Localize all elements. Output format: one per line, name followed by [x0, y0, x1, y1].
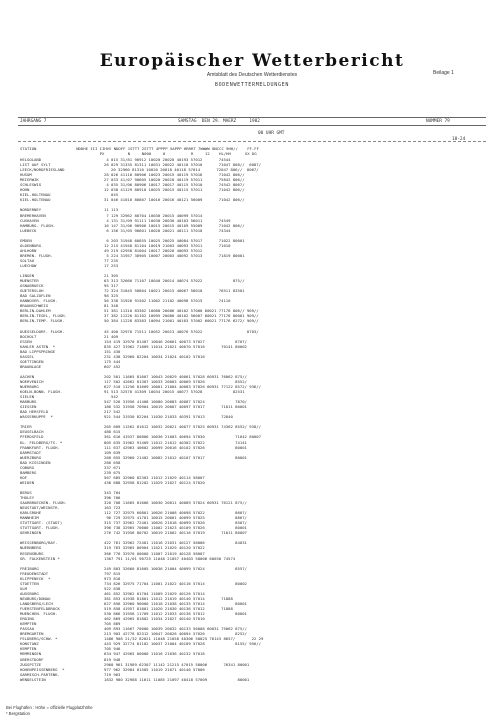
station-name: FUERSTENFELDBRUCK: [20, 606, 60, 611]
station-name: BERUS: [20, 489, 32, 495]
station-values: 396 738 32965 70000 11002 21023 40109 57026 80001: [104, 525, 247, 531]
station-name: KOELN-BONN. FLUGH.: [20, 389, 63, 395]
station-name: NUERBURG: [20, 384, 39, 389]
station-name: SOLTAU: [20, 257, 35, 263]
station-values: 4 015 31/81 90912 10020 20020 40193 57012 74544: [104, 157, 231, 162]
station-name: ERDING: [20, 616, 35, 622]
station-values: 443 929 32774 81102 10037 21004 40109 57028 8155/ 956//: [104, 641, 261, 647]
station-values: 977 962 32984 81505 11019 21071 40146 57006: [104, 666, 205, 672]
section-title: BODENWETTERMELDUNGEN: [214, 82, 290, 88]
station-values: 361 616 41937 80806 10036 21003 40094 57030 71042 80007: [104, 434, 261, 440]
station-name: KEMPTEN: [20, 621, 37, 627]
report-date: SAMSTAG DEN 29. MAERZ 1982: [178, 119, 260, 124]
station-values: 12 215 41948 81104 10019 21003 40093 57011 71010: [104, 242, 231, 248]
station-name: LINGEN: [20, 273, 35, 278]
station-values: 20 32960 81310 10020 20018 40118 57014 72047 806// 8067/: [104, 167, 259, 173]
station-values: 547 526 31956 41408 10080 20083 40087 57024 7870/: [104, 399, 247, 405]
station-values: 163 723: [104, 505, 121, 511]
station-name: DEUSELBACH: [20, 429, 44, 435]
station-name: NORDERNEY: [20, 207, 42, 213]
station-values: 7 129 32962 80704 10030 20015 40099 57014: [104, 212, 203, 218]
column-range-label: 18-24: [452, 137, 466, 142]
station-values: 480 615: [104, 429, 121, 435]
station-values: 175 444: [104, 358, 121, 364]
station-name: ESSEN: [20, 338, 32, 344]
station-values: 28 026 41118 80906 10023 20015 40119 57016 71042 806//: [104, 172, 245, 178]
station-values: 805 635 31962 91409 11012 21012 40302 57022 74141: [104, 439, 247, 445]
station-values: 719 963: [104, 671, 121, 677]
station-name: STOETTEN: [20, 580, 39, 586]
station-values: 249 803 32660 81605 10036 21004 40099 57024 8557/: [104, 565, 247, 571]
station-values: 1486 908 21/32 82021 11048 21058 40306 58025 76143 8657/ 22 29: [104, 636, 264, 642]
station-values: 519 858 41957 81801 11020 21030 40136 57012 71888: [104, 606, 233, 611]
footnote-mountain: * Bergstation: [6, 711, 30, 716]
station-name: WASSERKUPPE *: [20, 414, 53, 420]
station-values: 49 219 42958 81004 10017 20020 40093 57012: [104, 247, 203, 253]
station-name: HANNOVER. FLUGH.: [20, 298, 58, 304]
station-name: BERLIN-DAHLEM: [20, 308, 51, 314]
station-values: 45 400 32970 71511 10052 20013 40076 57022 8703/: [104, 328, 259, 334]
station-values: 77 235: [104, 257, 119, 263]
station-name: GUETERSLOH: [20, 288, 44, 294]
station-values: 567 685 32960 82303 11012 21029 40114 58007: [104, 474, 205, 480]
station-values: 607 452: [104, 363, 121, 369]
station-name: KAHLER ASTEN *: [20, 343, 56, 349]
station-values: 461 852 32962 01704 11009 21029 40126 57014: [104, 590, 205, 596]
station-name: COBURG: [20, 464, 35, 470]
station-name: DUESSELDORF. FLUGH.: [20, 328, 65, 334]
station-name: DARMSTADT: [20, 449, 42, 455]
station-name: HOF: [20, 474, 28, 480]
station-values: 91 513 32570 41309 10034 20015 40077 57028 82531: [104, 389, 245, 395]
station-values: 2960 961 31989 62307 11142 21215 47015 58006 76341 80001: [104, 661, 250, 667]
station-name: GIESSEN: [20, 404, 37, 410]
station-name: BAD HERSFELD: [20, 409, 49, 415]
station-name: OSNABRUECK: [20, 283, 44, 289]
station-name: AHLHORN: [20, 247, 37, 253]
station-name: HUSUM: [20, 172, 32, 178]
station-name: EMDEN: [20, 237, 32, 243]
station-name: LEECK/NORDFRIESLAND: [20, 167, 65, 173]
station-values: 186 532 31958 70904 10019 20007 40097 57017 71011 80001: [104, 404, 247, 410]
rule-top: [18, 117, 486, 118]
page-subtitle: Amtsblatt des Deutschen Wetterdienstes: [206, 72, 298, 78]
station-values: 045: [104, 192, 119, 198]
footnote-airport: Bei Flughäfen : Höhe = offizielle Flugplatzhöhe: [6, 705, 93, 710]
station-values: 217 542: [104, 409, 121, 415]
station-values: 319 763 32965 80904 11021 21029 40120 57022: [104, 545, 205, 551]
station-name: GR. FALKENSTEIN *: [20, 555, 60, 561]
station-name: OLDENBURG: [20, 242, 42, 248]
station-values: 422 761 32962 72401 11016 21031 40127 58006 84031: [104, 540, 247, 546]
station-name: ULM: [20, 585, 28, 591]
station-values: 6 203 31948 60855 10025 20025 40084 57017 71022 80001: [104, 237, 245, 243]
station-values: 4 035 31/06 80906 10017 20017 40115 57010 74542 8067/: [104, 182, 245, 188]
issue-number: NUMMER 79: [426, 119, 450, 124]
station-values: 27 033 41/07 90605 10020 20018 40119 57011 75842 806//: [104, 177, 245, 183]
station-values: 12 038 41129 80910 10025 20015 40115 57011 71042 806//: [104, 187, 245, 193]
station-values: 117 502 42662 81307 10033 20003 40069 57026 8552/: [104, 378, 247, 384]
station-name: LIST AUF SYLT: [20, 162, 51, 168]
station-name: FREUDENSTADT: [20, 570, 49, 576]
station-values: 462 869 42965 81802 11034 21027 40140 57010: [104, 616, 205, 622]
station-name: BRAUNSCHWEIG: [20, 303, 49, 309]
station-name: KIEL-HOLTENAU: [20, 192, 51, 198]
station-name: MUENCHEN. FLUGH.: [20, 611, 58, 617]
station-name: KASSEL: [20, 353, 35, 359]
station-values: 11 113: [104, 207, 119, 213]
station-name: BERLIN-TEGEL, FLUGH.: [20, 313, 67, 319]
station-values: 202 501 11665 81607 10043 20029 40061 57028 60931 76062 875//: [104, 373, 247, 379]
station-values: 63 313 32660 71107 10040 20014 40074 57022 875//: [104, 278, 245, 284]
station-name: KL. FELDBERG/TS. *: [20, 439, 63, 445]
station-name: BRAUNLAGE: [20, 363, 42, 369]
station-values: 37 382 11220 81102 10095 20080 40102 56007 60021 77176 80001 909//: [104, 313, 259, 319]
station-values: 705 946: [104, 646, 121, 652]
station-values: 819 948: [104, 656, 121, 662]
station-name: WEIDEN: [20, 479, 35, 485]
station-name: BOCHOLT: [20, 333, 37, 339]
station-name: HELGOLAND: [20, 157, 42, 162]
station-values: 835 427 31962 71809 11014 21021 40070 57016 70141 80002: [104, 343, 247, 349]
station-name: THOLEY: [20, 495, 35, 500]
station-name: GARMISCH-PARTENK.: [20, 671, 60, 677]
station-values: 17 253: [104, 262, 119, 268]
station-name: MARBURG: [20, 399, 37, 405]
station-values: 5 224 31957 30905 10007 20003 40092 57013 71819 80001: [104, 252, 245, 258]
station-values: 112 727 32975 60801 10026 21008 40098 57022 8607/: [104, 510, 247, 516]
station-values: 81 348: [104, 303, 119, 309]
station-values: 72 324 31845 50804 10021 20015 40067 58010 76511 83501: [104, 288, 245, 294]
station-name: KLIPPENECK *: [20, 575, 51, 581]
station-name: WUERZBURG: [20, 454, 42, 460]
station-name: HOHN: [20, 187, 30, 193]
station-name: FRANKFURT. FLUGH.: [20, 444, 60, 450]
station-values: 627 510 11256 81609 10001 21004 40083 57026 60931 77122 8572/ 936//: [104, 384, 261, 389]
station-values: 542: [104, 394, 119, 400]
station-name: BREMEN. FLUGH.: [20, 252, 53, 258]
station-values: 265 609 11562 81612 10032 20021 40077 57025 60931 74362 8552/ 938//: [104, 424, 261, 430]
station-values: 213 903 42778 82312 10047 20026 40094 57026 8252/: [104, 631, 247, 637]
station-values: 1832 980 32988 11611 11085 21097 40418 57009 80001: [104, 676, 250, 682]
station-name: FREIBURG: [20, 565, 39, 571]
station-name: HAMBURG. FLUGH.: [20, 222, 56, 228]
station-values: 381 853 41938 81801 11012 21019 40140 57014 71888: [104, 595, 233, 601]
station-values: 109 639: [104, 449, 121, 455]
station-name: PASSAU: [20, 626, 35, 632]
station-values: 438 688 32958 81202 11029 21027 40124 57020: [104, 479, 205, 485]
station-values: 276 742 31956 80702 10019 21002 40116 57019 71011 80007: [104, 530, 247, 536]
station-name: KIEL-HOLTENAU: [20, 197, 51, 203]
station-name: PFERDSFELD: [20, 434, 44, 440]
station-name: LUEBECK: [20, 227, 37, 233]
station-values: 31 046 41010 80807 10016 20016 40121 56009 71042 806//: [104, 197, 245, 203]
station-name: BERLIN-TEMP. FLUGH.: [20, 318, 65, 324]
station-values: 154 419 32970 81407 10046 20001 40073 57027 8707/: [104, 338, 247, 344]
station-values: 98 325: [104, 293, 119, 299]
station-values: 280 658: [104, 459, 121, 465]
station-values: 396 706: [104, 495, 121, 500]
station-name: BAD SALZUFLEN: [20, 293, 51, 299]
station-name: NUERNBERG: [20, 545, 42, 551]
station-values: 366 776 32970 00000 11007 21019 40128 58007: [104, 550, 205, 556]
station-values: 797 815: [104, 570, 121, 576]
page-title: Europäischer Wetterbericht: [99, 51, 405, 71]
station-name: NEUSTADT/WEINSTR.: [20, 505, 60, 511]
station-name: REGENSBURG: [20, 550, 44, 556]
column-subheaders: PX N N000 0 R 12 HL/HH XX DG: [20, 151, 257, 156]
station-values: 409 893 11667 70000 10039 20032 40133 56008 60031 75062 875//: [104, 626, 247, 632]
station-values: 51 381 11310 83302 10088 20086 40102 57000 60021 77176 806// 909//: [104, 308, 259, 314]
station-name: STUTTGART. FLUGH.: [20, 525, 60, 531]
station-values: 56 338 31926 91502 11002 21102 40098 57015 74110: [104, 298, 231, 304]
station-name: CUXHAVEN: [20, 217, 39, 223]
station-name: ZUGSPITZE: [20, 661, 42, 667]
station-name: BAMBERG: [20, 469, 37, 475]
station-name: KEMPTEN: [20, 646, 37, 652]
station-values: 239 675: [104, 469, 121, 475]
station-name: GOETTINGEN: [20, 358, 44, 364]
station-name: STUTTGART. (STADT): [20, 520, 63, 526]
station-values: 973 818: [104, 575, 121, 581]
station-values: 320 708 11665 81606 10030 20011 40089 57024 60931 76121 875//: [104, 500, 247, 506]
station-values: 343 704: [104, 489, 121, 495]
station-name: WENDELSTEIN: [20, 676, 46, 682]
station-values: 705 869: [104, 621, 121, 627]
station-name: MEMMINGEN: [20, 651, 42, 657]
station-values: 50 384 11228 83303 10094 21001 40103 57002 60021 77176 6272/ 909//: [104, 318, 259, 324]
station-name: NOERVENICH: [20, 378, 44, 384]
station-values: 530 866 31958 11709 11012 21033 40136 57012 80001: [104, 611, 247, 617]
station-values: 1307 791 11/01 90725 11048 21057 40403 58006 60030 74574: [104, 555, 236, 561]
station-name: BREMERHAVEN: [20, 212, 46, 218]
station-values: 111 637 42963 40602 10099 20016 40102 57026 80001: [104, 444, 247, 450]
column-headers: STATION NDDHE III IIHVV NDDFF 1STTT 2STTT 4PPPP 5APPP 6RRRT 7WWWW 8NCCC 9HH// FF-FF: [20, 146, 259, 151]
station-values: 4 131 31/09 91111 10030 20030 40103 56011 74549: [104, 217, 231, 223]
station-name: MEIERWIK: [20, 177, 39, 183]
station-name: LANDSBERG/LECH: [20, 600, 53, 606]
station-name: FELDBERG/SCHW. *: [20, 636, 58, 642]
station-values: 95 317: [104, 283, 119, 289]
station-values: 921 544 31930 82204 11030 21033 40391 57013 72840: [104, 414, 233, 420]
station-name: HOHENPEISSENBERG *: [20, 666, 65, 672]
station-name: SCHLESWIG: [20, 182, 42, 188]
station-values: 21 409: [104, 333, 119, 339]
station-name: BAD LIPPSPRINGE: [20, 348, 56, 354]
station-name: LUECHOW: [20, 262, 37, 268]
station-values: 522 838: [104, 585, 121, 591]
station-name: SIELEN: [20, 394, 35, 400]
station-values: 268 655 32960 21402 10082 21012 40107 57017 80001: [104, 454, 247, 460]
station-name: TRIER: [20, 424, 32, 430]
station-name: MANNHEIM: [20, 515, 39, 521]
station-values: 26 029 31335 81311 10031 20022 40118 57010 71047 808// 6087/: [104, 162, 261, 168]
station-values: 634 947 42965 00000 11016 21036 40132 57016: [104, 651, 205, 657]
observation-time: 00 UHR GMT: [258, 131, 285, 136]
station-name: AACHEN: [20, 373, 35, 379]
station-values: 734 826 32975 71704 11001 21022 40116 57014 80002: [104, 580, 247, 586]
station-values: 21 305: [104, 273, 119, 278]
station-values: 16 147 31/06 90906 10015 20015 40109 55009 71042 806//: [104, 222, 245, 228]
station-name: BREMGARTEN: [20, 631, 44, 637]
rule-meta: [18, 125, 486, 126]
station-values: 315 737 32962 72401 10026 21018 40099 57026 8507/: [104, 520, 247, 526]
station-values: 231 438 32960 82204 10034 21024 40102 57016: [104, 353, 205, 359]
station-name: OBERSTDORF: [20, 656, 44, 662]
station-values: 96 729 32975 41701 10015 20001 40099 57025 8667/: [104, 515, 247, 521]
station-values: 337 671: [104, 464, 121, 470]
station-name: MUENSTER: [20, 278, 39, 284]
rule-columns: [18, 141, 486, 142]
station-name: AUGSBURG: [20, 590, 39, 596]
station-name: NEUBURG/DONAU: [20, 595, 51, 601]
station-name: WEISSENBURG/BAY.: [20, 540, 58, 546]
station-values: 627 856 32960 90000 11018 21038 40135 57014 80001: [104, 600, 247, 606]
supplement-label: Beilage 1: [433, 70, 454, 76]
station-name: BAD KISSINGEN: [20, 459, 51, 465]
station-name: KONSTANZ: [20, 641, 39, 647]
jahrgang: JAHRGANG 7: [20, 119, 47, 124]
station-values: 151 430: [104, 348, 121, 354]
station-name: KARLSRUHE: [20, 510, 42, 516]
station-name: SAARBRUECKEN. FLUGH.: [20, 500, 67, 506]
station-values: 6 156 31/05 90601 10020 20021 40111 57010 74344: [104, 227, 231, 233]
station-name: OEHRINGEN: [20, 530, 42, 536]
